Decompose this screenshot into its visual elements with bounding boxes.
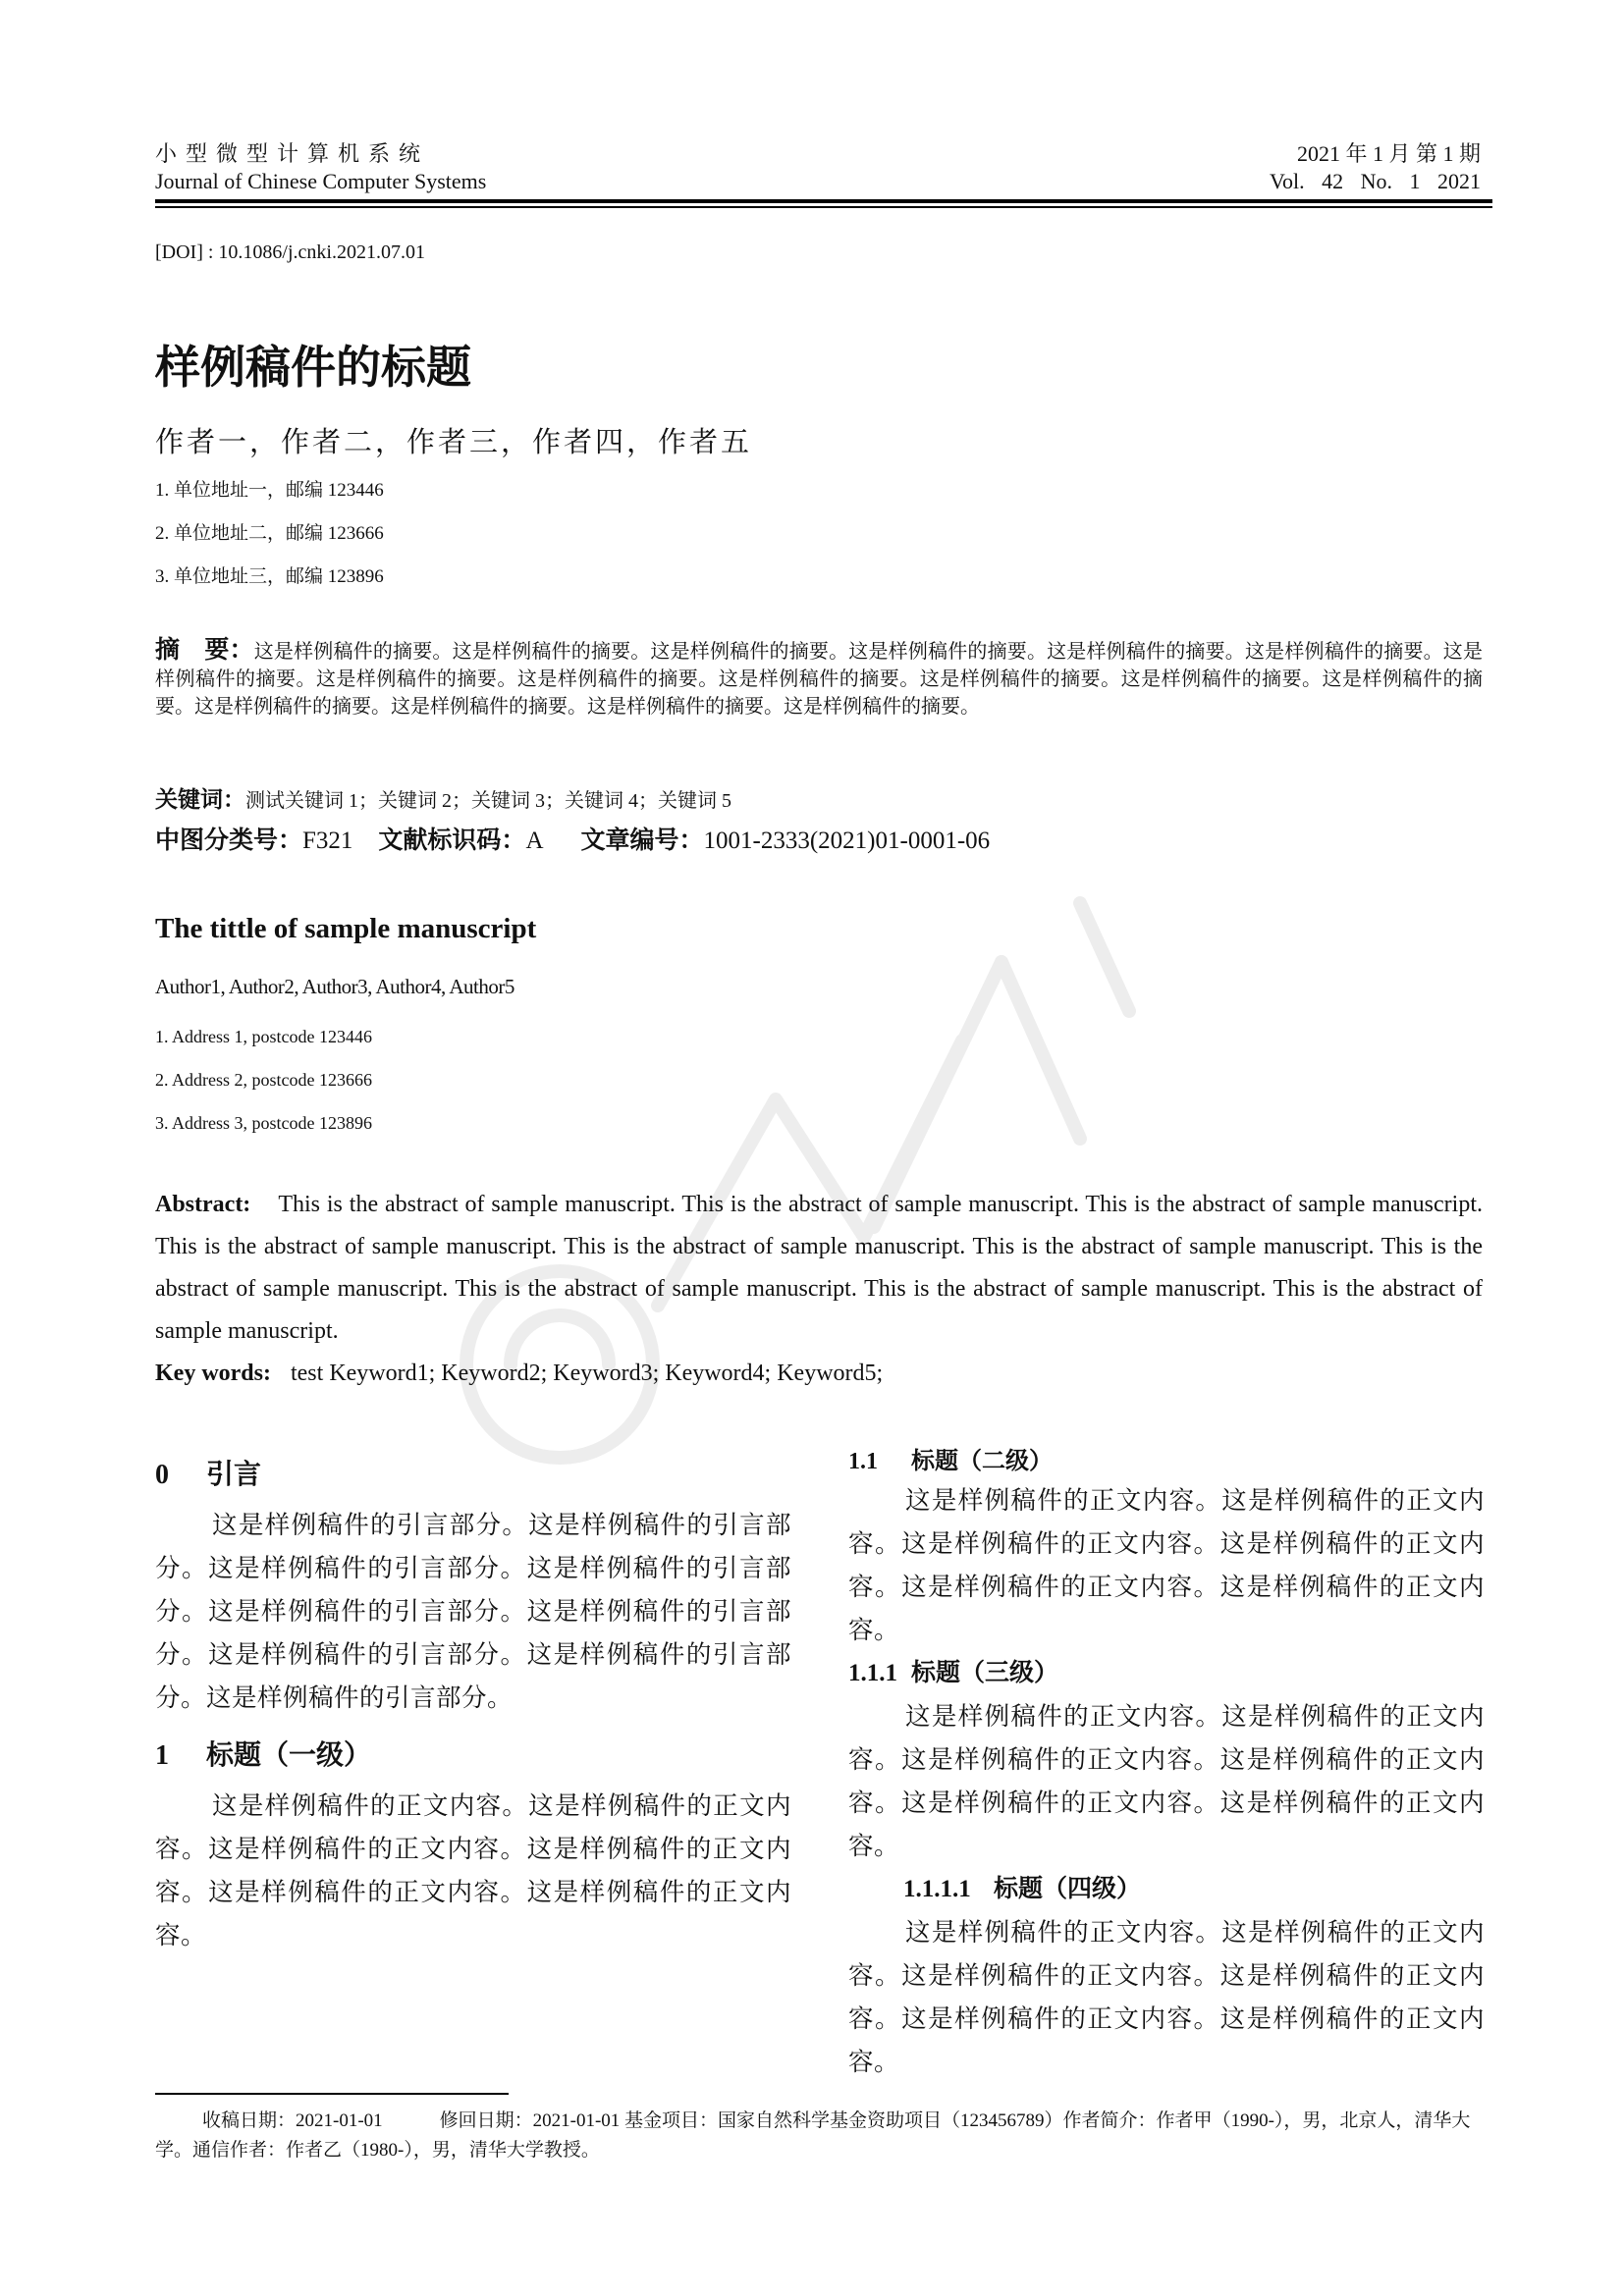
affiliation-cn: 2. 单位地址二，邮编 123666 bbox=[155, 523, 384, 544]
section-paragraph: 这是样例稿件的引言部分。这是样例稿件的引言部分。这是样例稿件的引言部分。这是样例稿件的引言部分。这是样例稿件的引言部分。这是样例稿件的引言部分。这是样例稿件的引言部分。这是样例稿件的引言部分。这是样例稿件的引言部分。 bbox=[155, 1511, 791, 1712]
subsection-heading bbox=[848, 1443, 1485, 1479]
section-number: 1 bbox=[155, 1740, 169, 1771]
abstract-label-cn: 摘 要： bbox=[155, 635, 254, 664]
abstract-label-en: Abstract: bbox=[155, 1192, 251, 1217]
classification-line bbox=[155, 821, 990, 856]
doc-code-value: A bbox=[525, 828, 544, 854]
header-rule-thick bbox=[155, 199, 1492, 203]
section-number: 0 bbox=[155, 1460, 169, 1490]
section-paragraph: 这是样例稿件的正文内容。这是样例稿件的正文内容。这是样例稿件的正文内容。这是样例稿件的正文内容。这是样例稿件的正文内容。这是样例稿件的正文内容。 bbox=[848, 1918, 1485, 2076]
paragraph-heading-title: 标题（四级） bbox=[994, 1876, 1142, 1902]
section-heading bbox=[155, 1734, 791, 1773]
affiliation-en: 3. Address 3, postcode 123896 bbox=[155, 1113, 372, 1133]
subsubsection-title: 标题（三级） bbox=[911, 1660, 1059, 1686]
section-paragraph: 这是样例稿件的正文内容。这是样例稿件的正文内容。这是样例稿件的正文内容。这是样例稿件的正文内容。这是样例稿件的正文内容。这是样例稿件的正文内容。 bbox=[155, 1791, 791, 1949]
section-paragraph: 这是样例稿件的正文内容。这是样例稿件的正文内容。这是样例稿件的正文内容。这是样例稿件的正文内容。这是样例稿件的正文内容。这是样例稿件的正文内容。 bbox=[848, 1486, 1485, 1644]
affiliation-en: 2. Address 2, postcode 123666 bbox=[155, 1070, 372, 1090]
subsection-number: 1.1 bbox=[848, 1449, 878, 1474]
abstract-text-en: This is the abstract of sample manuscript. This is the abstract of sample manuscript. This is the abstract of sample manuscript. This is the abstract of sample manuscript. This is the abstract of sample manuscript. This is the abstract of sample manuscript. This is the abstract of sample manuscript. This is the abstract of sample manuscript. This is the abstract of sample manuscript. This is the abstract of sample manuscript. bbox=[155, 1192, 1483, 1344]
keywords-cn bbox=[155, 781, 731, 814]
keywords-label-cn: 关键词： bbox=[155, 787, 245, 813]
body-column-right bbox=[848, 1443, 1485, 2084]
clc-value: F321 bbox=[302, 828, 353, 854]
paper-title-cn: 样例稿件的标题 bbox=[155, 341, 471, 394]
abstract-text-cn: 这是样例稿件的摘要。这是样例稿件的摘要。这是样例稿件的摘要。这是样例稿件的摘要。这是样例稿件的摘要。这是样例稿件的摘要。这是样例稿件的摘要。这是样例稿件的摘要。这是样例稿件的摘要。这是样例稿件的摘要。这是样例稿件的摘要。这是样例稿件的摘要。这是样例稿件的摘要。这是样例稿件的摘要。这是样例稿件的摘要。这是样例稿件的摘要。这是样例稿件的摘要。 bbox=[155, 641, 1483, 718]
paragraph-heading-number: 1.1.1.1 bbox=[903, 1876, 971, 1902]
section-title: 标题（一级） bbox=[206, 1738, 372, 1771]
cnki-watermark-icon bbox=[452, 815, 1237, 1502]
keywords-text-cn: 测试关键词 1；关键词 2；关键词 3；关键词 4；关键词 5 bbox=[245, 790, 731, 812]
section-paragraph: 这是样例稿件的正文内容。这是样例稿件的正文内容。这是样例稿件的正文内容。这是样例稿件的正文内容。这是样例稿件的正文内容。这是样例稿件的正文内容。 bbox=[848, 1702, 1485, 1860]
header-rule-thin bbox=[155, 206, 1492, 208]
subsubsection-number: 1.1.1 bbox=[848, 1660, 897, 1686]
issue-date-cn: 2021 年 1 月 第 1 期 bbox=[1296, 141, 1481, 166]
footnote-details: 修回日期：2021-01-01 基金项目：国家自然科学基金资助项目（123456789）作者简介：作者甲（1990-），男，北京人，清华大学。通信作者：作者乙（1980-），男，清华大学教授。 bbox=[155, 2110, 1471, 2161]
subsection-title: 标题（二级） bbox=[911, 1447, 1053, 1474]
journal-name-en: Journal of Chinese Computer Systems bbox=[155, 169, 487, 193]
affiliation-cn: 3. 单位地址三，邮编 123896 bbox=[155, 566, 384, 587]
received-date: 收稿日期：2021-01-01 bbox=[202, 2110, 383, 2131]
volume-issue: Vol. 42 No. 1 2021 bbox=[1269, 169, 1481, 193]
keywords-text-en: test Keyword1; Keyword2; Keyword3; Keyword4; Keyword5; bbox=[290, 1361, 884, 1386]
body-column-left bbox=[155, 1453, 791, 1957]
abstract-en bbox=[155, 1184, 1483, 1353]
doc-code-label: 文献标识码： bbox=[378, 826, 526, 854]
keywords-en bbox=[155, 1361, 883, 1387]
affiliation-cn: 1. 单位地址一，邮编 123446 bbox=[155, 480, 384, 501]
section-heading bbox=[155, 1453, 791, 1492]
authors-en: Author1, Author2, Author3, Author4, Author5 bbox=[155, 975, 514, 998]
paper-title-en: The tittle of sample manuscript bbox=[155, 913, 537, 944]
keywords-label-en: Key words: bbox=[155, 1361, 271, 1386]
authors-cn: 作者一，作者二，作者三，作者四，作者五 bbox=[155, 427, 753, 458]
affiliation-en: 1. Address 1, postcode 123446 bbox=[155, 1027, 372, 1046]
paragraph-heading bbox=[848, 1868, 1485, 1911]
article-no-value: 1001-2333(2021)01-0001-06 bbox=[703, 828, 991, 854]
doi: [DOI] : 10.1086/j.cnki.2021.07.01 bbox=[155, 241, 425, 263]
footnote bbox=[155, 2107, 1483, 2165]
journal-name-cn: 小型微型计算机系统 bbox=[155, 141, 430, 166]
article-no-label: 文章编号： bbox=[580, 826, 704, 854]
footnote-rule bbox=[155, 2093, 509, 2095]
clc-label: 中图分类号： bbox=[155, 826, 303, 854]
subsubsection-heading bbox=[848, 1652, 1485, 1695]
section-title: 引言 bbox=[206, 1458, 262, 1490]
abstract-cn bbox=[155, 636, 1483, 721]
